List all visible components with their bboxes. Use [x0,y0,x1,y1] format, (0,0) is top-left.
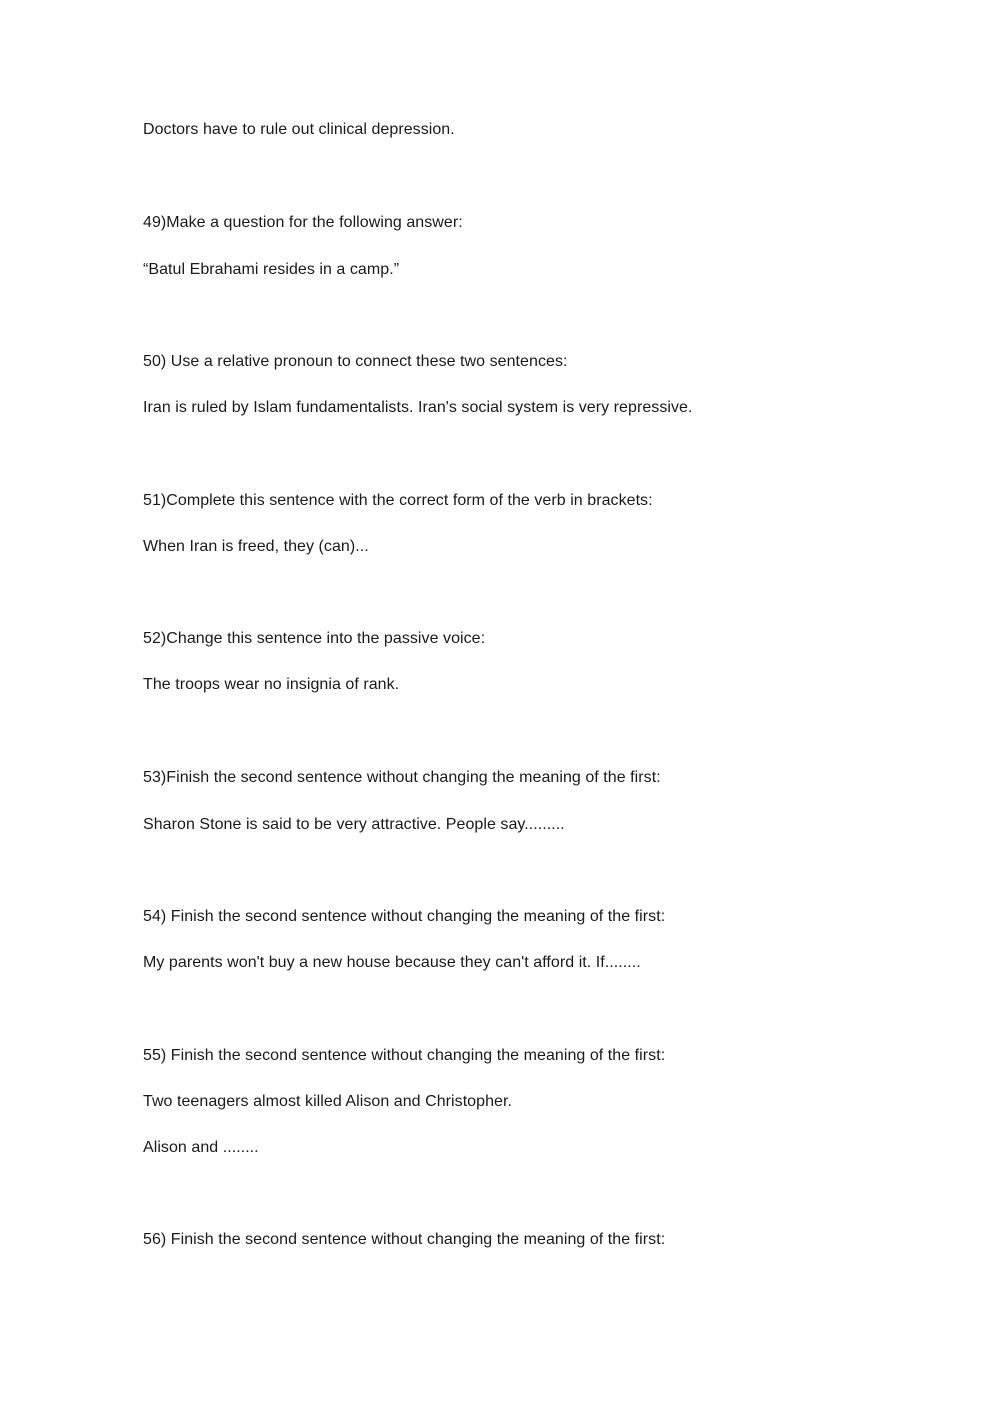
question-49-text: “Batul Ebrahami resides in a camp.” [143,261,400,278]
question-50-prompt: 50) Use a relative pronoun to connect these two sentences: [143,353,568,370]
answer-text: Doctors have to rule out clinical depression. [143,121,455,138]
question-56-prompt: 56) Finish the second sentence without changing the meaning of the first: [143,1231,666,1248]
question-50-text: Iran is ruled by Islam fundamentalists. Iran's social system is very repressive. [143,399,693,416]
question-55-answer-start: Alison and ........ [143,1139,259,1156]
question-52-prompt: 52)Change this sentence into the passive voice: [143,630,486,647]
question-54-prompt: 54) Finish the second sentence without changing the meaning of the first: [143,908,666,925]
question-49-prompt: 49)Make a question for the following answer: [143,214,463,231]
question-53-text: Sharon Stone is said to be very attractive. People say......... [143,816,565,833]
question-52-text: The troops wear no insignia of rank. [143,676,400,693]
question-51-prompt: 51)Complete this sentence with the correct form of the verb in brackets: [143,492,653,509]
question-54-text: My parents won't buy a new house because they can't afford it. If........ [143,954,641,971]
question-55-text: Two teenagers almost killed Alison and Christopher. [143,1093,512,1110]
question-53-prompt: 53)Finish the second sentence without changing the meaning of the first: [143,769,661,786]
question-51-text: When Iran is freed, they (can)... [143,538,369,555]
question-55-prompt: 55) Finish the second sentence without changing the meaning of the first: [143,1047,666,1064]
